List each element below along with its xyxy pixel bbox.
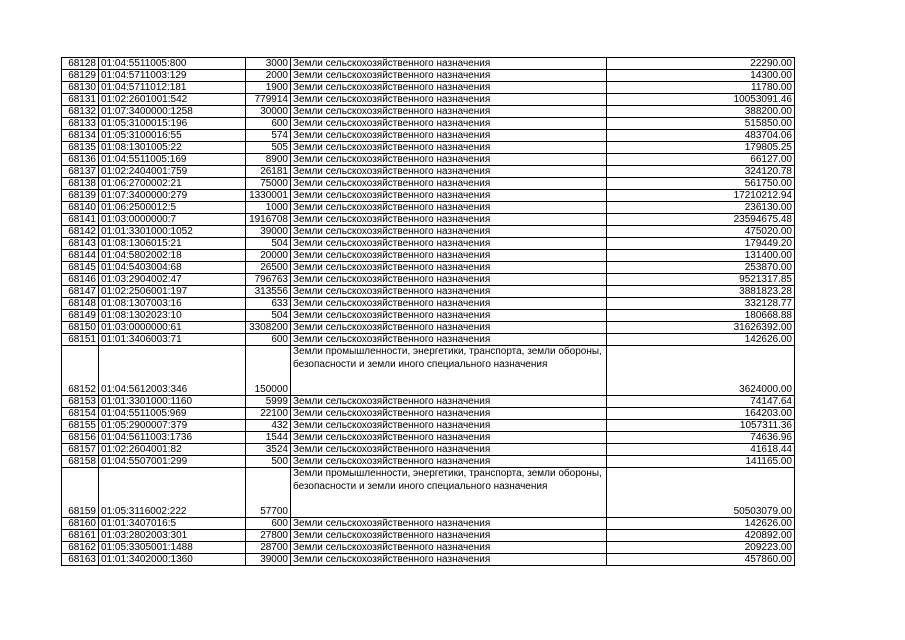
row-id-cell: 68161 [62, 530, 99, 542]
row-id-cell: 68130 [62, 82, 99, 94]
cadastral-value-cell: 180668.88 [607, 310, 795, 322]
table-row [62, 346, 795, 396]
row-id-cell: 68145 [62, 262, 99, 274]
cadastral-number-cell: 01:06:2500012:5 [99, 202, 246, 214]
table-row [62, 238, 795, 250]
land-category-cell: Земли сельскохозяйственного назначения [291, 518, 607, 530]
area-cell: 1000 [246, 202, 291, 214]
row-id-cell: 68139 [62, 190, 99, 202]
cadastral-value-cell: 332128.77 [607, 298, 795, 310]
row-id-cell: 68129 [62, 70, 99, 82]
table-row [62, 154, 795, 166]
land-category-cell: Земли сельскохозяйственного назначения [291, 286, 607, 298]
area-cell: 779914 [246, 94, 291, 106]
area-cell: 39000 [246, 226, 291, 238]
row-id-cell: 68128 [62, 58, 99, 70]
area-cell: 432 [246, 420, 291, 432]
row-id-cell: 68137 [62, 166, 99, 178]
row-id-cell: 68134 [62, 130, 99, 142]
cadastral-value-cell: 3881823.28 [607, 286, 795, 298]
row-id-cell: 68149 [62, 310, 99, 322]
land-category-cell: Земли сельскохозяйственного назначения [291, 70, 607, 82]
row-id-cell: 68151 [62, 334, 99, 346]
land-category-cell: Земли сельскохозяйственного назначения [291, 154, 607, 166]
land-category-cell: Земли сельскохозяйственного назначения [291, 262, 607, 274]
cadastral-number-cell: 01:05:3116002:222 [99, 468, 246, 518]
cadastral-value-cell: 388200.00 [607, 106, 795, 118]
cadastral-number-cell: 01:02:2604001:82 [99, 444, 246, 456]
table-row [62, 518, 795, 530]
table-row [62, 310, 795, 322]
area-cell: 600 [246, 518, 291, 530]
cadastral-number-cell: 01:02:2404001:759 [99, 166, 246, 178]
land-category-cell: Земли сельскохозяйственного назначения [291, 178, 607, 190]
cadastral-value-cell: 209223.00 [607, 542, 795, 554]
area-cell: 3000 [246, 58, 291, 70]
cadastral-value-cell: 475020.00 [607, 226, 795, 238]
area-cell: 3308200 [246, 322, 291, 334]
table-row [62, 432, 795, 444]
cadastral-number-cell: 01:03:0000000:7 [99, 214, 246, 226]
land-category-cell: Земли сельскохозяйственного назначения [291, 542, 607, 554]
land-category-cell: Земли сельскохозяйственного назначения [291, 396, 607, 408]
area-cell: 600 [246, 334, 291, 346]
land-category-cell: Земли сельскохозяйственного назначения [291, 142, 607, 154]
cadastral-number-cell: 01:01:3402000:1360 [99, 554, 246, 566]
cadastral-value-cell: 10053091.46 [607, 94, 795, 106]
area-cell: 20000 [246, 250, 291, 262]
table-row [62, 250, 795, 262]
land-category-cell: Земли сельскохозяйственного назначения [291, 310, 607, 322]
land-category-cell: Земли сельскохозяйственного назначения [291, 166, 607, 178]
row-id-cell: 68140 [62, 202, 99, 214]
table-row [62, 274, 795, 286]
row-id-cell: 68146 [62, 274, 99, 286]
cadastral-number-cell: 01:04:5711012:181 [99, 82, 246, 94]
table-row [62, 82, 795, 94]
cadastral-number-cell: 01:01:3407016:5 [99, 518, 246, 530]
land-parcels-table [61, 57, 795, 566]
cadastral-number-cell: 01:04:5507001:299 [99, 456, 246, 468]
row-id-cell: 68135 [62, 142, 99, 154]
cadastral-number-cell: 01:01:3406003:71 [99, 334, 246, 346]
cadastral-number-cell: 01:03:0000000:61 [99, 322, 246, 334]
land-category-cell: Земли сельскохозяйственного назначения [291, 250, 607, 262]
table-row [62, 298, 795, 310]
cadastral-number-cell: 01:07:3400000:1258 [99, 106, 246, 118]
spreadsheet-page [61, 57, 795, 566]
area-cell: 26181 [246, 166, 291, 178]
row-id-cell: 68156 [62, 432, 99, 444]
cadastral-number-cell: 01:01:3301000:1160 [99, 396, 246, 408]
cadastral-value-cell: 23594675.48 [607, 214, 795, 226]
area-cell: 313556 [246, 286, 291, 298]
cadastral-number-cell: 01:04:5611003:1736 [99, 432, 246, 444]
land-category-cell: Земли сельскохозяйственного назначения [291, 322, 607, 334]
table-row [62, 396, 795, 408]
cadastral-value-cell: 236130.00 [607, 202, 795, 214]
land-category-cell: Земли сельскохозяйственного назначения [291, 298, 607, 310]
cadastral-value-cell: 50503079.00 [607, 468, 795, 518]
area-cell: 633 [246, 298, 291, 310]
table-row [62, 202, 795, 214]
cadastral-number-cell: 01:04:5802002:18 [99, 250, 246, 262]
table-row [62, 166, 795, 178]
table-row [62, 106, 795, 118]
cadastral-number-cell: 01:04:5511005:969 [99, 408, 246, 420]
cadastral-value-cell: 515850.00 [607, 118, 795, 130]
cadastral-value-cell: 420892.00 [607, 530, 795, 542]
cadastral-number-cell: 01:08:1301005:22 [99, 142, 246, 154]
cadastral-value-cell: 1057311.36 [607, 420, 795, 432]
table-row [62, 226, 795, 238]
area-cell: 574 [246, 130, 291, 142]
cadastral-value-cell: 22290.00 [607, 58, 795, 70]
land-category-cell: Земли сельскохозяйственного назначения [291, 432, 607, 444]
table-row [62, 94, 795, 106]
area-cell: 2000 [246, 70, 291, 82]
table-row [62, 468, 795, 518]
table-row [62, 420, 795, 432]
table-row [62, 214, 795, 226]
area-cell: 28700 [246, 542, 291, 554]
table-body [62, 58, 795, 566]
table-row [62, 444, 795, 456]
cadastral-value-cell: 74636.96 [607, 432, 795, 444]
table-row [62, 118, 795, 130]
table-row [62, 262, 795, 274]
land-category-cell: Земли промышленности, энергетики, транспорта, земли обороны, безопасности и земли иного специального назначения [291, 346, 607, 396]
area-cell: 150000 [246, 346, 291, 396]
land-category-cell: Земли сельскохозяйственного назначения [291, 190, 607, 202]
cadastral-number-cell: 01:08:1307003:16 [99, 298, 246, 310]
row-id-cell: 68138 [62, 178, 99, 190]
area-cell: 600 [246, 118, 291, 130]
land-category-cell: Земли сельскохозяйственного назначения [291, 118, 607, 130]
land-category-cell: Земли сельскохозяйственного назначения [291, 202, 607, 214]
table-row [62, 178, 795, 190]
area-cell: 1916708 [246, 214, 291, 226]
cadastral-value-cell: 131400.00 [607, 250, 795, 262]
row-id-cell: 68143 [62, 238, 99, 250]
cadastral-number-cell: 01:06:2700002:21 [99, 178, 246, 190]
cadastral-value-cell: 11780.00 [607, 82, 795, 94]
cadastral-value-cell: 141165.00 [607, 456, 795, 468]
row-id-cell: 68155 [62, 420, 99, 432]
table-row [62, 286, 795, 298]
table-row [62, 408, 795, 420]
cadastral-value-cell: 41618.44 [607, 444, 795, 456]
land-category-cell: Земли сельскохозяйственного назначения [291, 420, 607, 432]
cadastral-value-cell: 253870.00 [607, 262, 795, 274]
cadastral-number-cell: 01:03:2904002:47 [99, 274, 246, 286]
land-category-cell: Земли сельскохозяйственного назначения [291, 456, 607, 468]
land-category-cell: Земли сельскохозяйственного назначения [291, 530, 607, 542]
table-row [62, 190, 795, 202]
cadastral-value-cell: 17210212.94 [607, 190, 795, 202]
area-cell: 1544 [246, 432, 291, 444]
cadastral-value-cell: 74147.64 [607, 396, 795, 408]
cadastral-value-cell: 179805.25 [607, 142, 795, 154]
cadastral-value-cell: 9521317.85 [607, 274, 795, 286]
table-row [62, 456, 795, 468]
cadastral-number-cell: 01:04:5403004:68 [99, 262, 246, 274]
row-id-cell: 68150 [62, 322, 99, 334]
row-id-cell: 68163 [62, 554, 99, 566]
cadastral-value-cell: 561750.00 [607, 178, 795, 190]
row-id-cell: 68131 [62, 94, 99, 106]
area-cell: 5999 [246, 396, 291, 408]
land-category-cell: Земли сельскохозяйственного назначения [291, 106, 607, 118]
table-row [62, 554, 795, 566]
cadastral-number-cell: 01:01:3301000:1052 [99, 226, 246, 238]
table-row [62, 142, 795, 154]
land-category-cell: Земли сельскохозяйственного назначения [291, 82, 607, 94]
cadastral-value-cell: 483704.06 [607, 130, 795, 142]
cadastral-number-cell: 01:02:2601001:542 [99, 94, 246, 106]
row-id-cell: 68148 [62, 298, 99, 310]
land-category-cell: Земли сельскохозяйственного назначения [291, 226, 607, 238]
land-category-cell: Земли сельскохозяйственного назначения [291, 444, 607, 456]
area-cell: 504 [246, 310, 291, 322]
cadastral-value-cell: 179449.20 [607, 238, 795, 250]
cadastral-value-cell: 3624000.00 [607, 346, 795, 396]
table-row [62, 70, 795, 82]
row-id-cell: 68162 [62, 542, 99, 554]
land-category-cell: Земли сельскохозяйственного назначения [291, 334, 607, 346]
land-category-cell: Земли сельскохозяйственного назначения [291, 274, 607, 286]
land-category-cell: Земли сельскохозяйственного назначения [291, 130, 607, 142]
cadastral-number-cell: 01:04:5612003:346 [99, 346, 246, 396]
area-cell: 26500 [246, 262, 291, 274]
land-category-cell: Земли сельскохозяйственного назначения [291, 58, 607, 70]
row-id-cell: 68153 [62, 396, 99, 408]
cadastral-number-cell: 01:05:3100015:196 [99, 118, 246, 130]
cadastral-value-cell: 14300.00 [607, 70, 795, 82]
row-id-cell: 68160 [62, 518, 99, 530]
cadastral-value-cell: 66127.00 [607, 154, 795, 166]
row-id-cell: 68141 [62, 214, 99, 226]
cadastral-number-cell: 01:02:2506001:197 [99, 286, 246, 298]
land-category-cell: Земли сельскохозяйственного назначения [291, 214, 607, 226]
row-id-cell: 68144 [62, 250, 99, 262]
cadastral-number-cell: 01:04:5711003:129 [99, 70, 246, 82]
table-row [62, 130, 795, 142]
row-id-cell: 68132 [62, 106, 99, 118]
land-category-cell: Земли сельскохозяйственного назначения [291, 94, 607, 106]
cadastral-value-cell: 142626.00 [607, 334, 795, 346]
row-id-cell: 68152 [62, 346, 99, 396]
table-row [62, 542, 795, 554]
cadastral-number-cell: 01:08:1302023:10 [99, 310, 246, 322]
cadastral-value-cell: 324120.78 [607, 166, 795, 178]
table-row [62, 322, 795, 334]
land-category-cell: Земли сельскохозяйственного назначения [291, 408, 607, 420]
table-row [62, 334, 795, 346]
cadastral-number-cell: 01:05:2900007:379 [99, 420, 246, 432]
cadastral-number-cell: 01:03:2802003:301 [99, 530, 246, 542]
row-id-cell: 68157 [62, 444, 99, 456]
area-cell: 75000 [246, 178, 291, 190]
cadastral-number-cell: 01:04:5511005:800 [99, 58, 246, 70]
cadastral-number-cell: 01:05:3100016:55 [99, 130, 246, 142]
cadastral-number-cell: 01:05:3305001:1488 [99, 542, 246, 554]
cadastral-number-cell: 01:04:5511005:169 [99, 154, 246, 166]
cadastral-value-cell: 142626.00 [607, 518, 795, 530]
row-id-cell: 68147 [62, 286, 99, 298]
row-id-cell: 68159 [62, 468, 99, 518]
area-cell: 796763 [246, 274, 291, 286]
area-cell: 8900 [246, 154, 291, 166]
land-category-cell: Земли сельскохозяйственного назначения [291, 238, 607, 250]
area-cell: 30000 [246, 106, 291, 118]
area-cell: 1900 [246, 82, 291, 94]
area-cell: 3524 [246, 444, 291, 456]
area-cell: 1330001 [246, 190, 291, 202]
cadastral-value-cell: 31626392.00 [607, 322, 795, 334]
land-category-cell: Земли промышленности, энергетики, транспорта, земли обороны, безопасности и земли иного специального назначения [291, 468, 607, 518]
cadastral-number-cell: 01:07:3400000:279 [99, 190, 246, 202]
row-id-cell: 68133 [62, 118, 99, 130]
land-category-cell: Земли сельскохозяйственного назначения [291, 554, 607, 566]
cadastral-value-cell: 457860.00 [607, 554, 795, 566]
row-id-cell: 68142 [62, 226, 99, 238]
cadastral-value-cell: 164203.00 [607, 408, 795, 420]
row-id-cell: 68154 [62, 408, 99, 420]
cadastral-number-cell: 01:08:1306015:21 [99, 238, 246, 250]
table-row [62, 58, 795, 70]
area-cell: 504 [246, 238, 291, 250]
area-cell: 500 [246, 456, 291, 468]
row-id-cell: 68158 [62, 456, 99, 468]
area-cell: 505 [246, 142, 291, 154]
row-id-cell: 68136 [62, 154, 99, 166]
area-cell: 22100 [246, 408, 291, 420]
area-cell: 57700 [246, 468, 291, 518]
area-cell: 27800 [246, 530, 291, 542]
table-row [62, 530, 795, 542]
area-cell: 39000 [246, 554, 291, 566]
